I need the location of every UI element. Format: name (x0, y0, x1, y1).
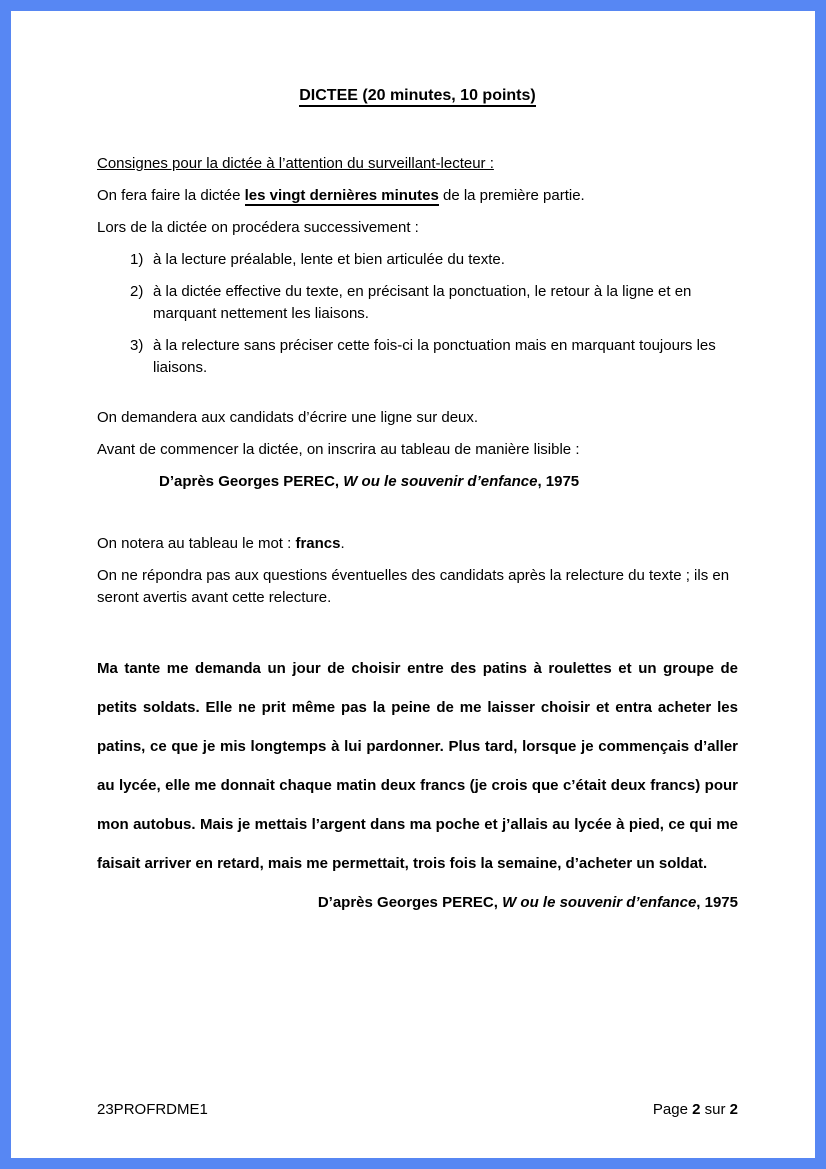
footer-page-total: 2 (729, 1101, 738, 1118)
instructions-heading (97, 153, 738, 175)
footer-page-word: Page (652, 1101, 693, 1118)
paragraph-word-bold: francs (295, 535, 341, 552)
paragraph-word-pre: On notera au tableau le mot : (97, 535, 296, 552)
list-item-number: 2) (130, 283, 144, 300)
paragraph-no-questions: On ne répondra pas aux questions éventuelles des candidats après la relecture du texte ; ils en seront avertis avant cette relecture. (97, 567, 730, 606)
page-title (97, 85, 738, 107)
list-item-text: à la dictée effective du texte, en précisant la ponctuation, le retour à la ligne et en marquant nettement les liaisons. (153, 283, 692, 322)
paragraph-board-intro: Avant de commencer la dictée, on inscrira au tableau de manière lisible : (97, 441, 580, 458)
paragraph-timing-emphasis: les vingt dernières minutes (244, 187, 439, 204)
footer-sur-word: sur (700, 1101, 730, 1118)
footer-page-indicator (653, 1100, 738, 1120)
dictation-text: Ma tante me demanda un jour de choisir entre des patins à roulettes et un groupe de petits soldats. Elle ne prit même pas la peine de me laisser choisir et entra acheter les patins, ce que je mis longtemps à lui pardonner. Plus tard, lorsque je commençais d’aller au lycée, elle me donnait chaque matin deux francs (je crois que c’était deux francs) pour mon autobus. Mais je mettais l’argent dans ma poche et j’allais au lycée à pied, ce qui me faisait arriver en retard, mais me permettait, trois fois la semaine, d’acheter un soldat. (97, 660, 738, 872)
paragraph-procedure-intro: Lors de la dictée on procédera successivement : (97, 219, 419, 236)
attribution-board-book-title: W ou le souvenir d’enfance (343, 473, 538, 490)
instructions-heading-text: Consignes pour la dictée à l’attention du surveillant-lecteur : (97, 155, 494, 172)
paragraph-line-spacing: On demandera aux candidats d’écrire une ligne sur deux. (97, 409, 479, 426)
page-content (11, 11, 815, 914)
paragraph-timing-pre: On fera faire la dictée (97, 187, 245, 204)
page-title-text: DICTEE (20 minutes, 10 points) (299, 87, 535, 107)
footer-page-number: 2 (692, 1101, 701, 1118)
list-item-text: à la relecture sans préciser cette fois-ci la ponctuation mais en marquant toujours les liaisons. (153, 337, 716, 376)
attribution-board-post: , 1975 (537, 473, 580, 490)
attribution-source-pre: D’après Georges PEREC, (317, 894, 503, 911)
list-item (97, 249, 738, 271)
attribution-board-pre: D’après Georges PEREC, (159, 473, 344, 490)
attribution-source-book-title: W ou le souvenir d’enfance (502, 894, 697, 911)
paragraph-word-on-board (97, 533, 738, 555)
page-footer (97, 1100, 738, 1120)
footer-reference-code: 23PROFRDME1 (97, 1101, 208, 1118)
paragraph-timing-post: de la première partie. (438, 187, 585, 204)
list-item-text: à la lecture préalable, lente et bien articulée du texte. (153, 251, 505, 268)
list-item-number: 1) (130, 251, 144, 268)
attribution-source (97, 892, 738, 914)
attribution-source-post: , 1975 (696, 894, 738, 911)
attribution-board (97, 471, 738, 493)
paragraph-timing (97, 185, 738, 207)
list-item-number: 3) (130, 337, 144, 354)
procedure-list (97, 249, 738, 379)
list-item (97, 335, 738, 379)
list-item (97, 281, 738, 325)
paragraph-word-post: . (340, 535, 345, 552)
